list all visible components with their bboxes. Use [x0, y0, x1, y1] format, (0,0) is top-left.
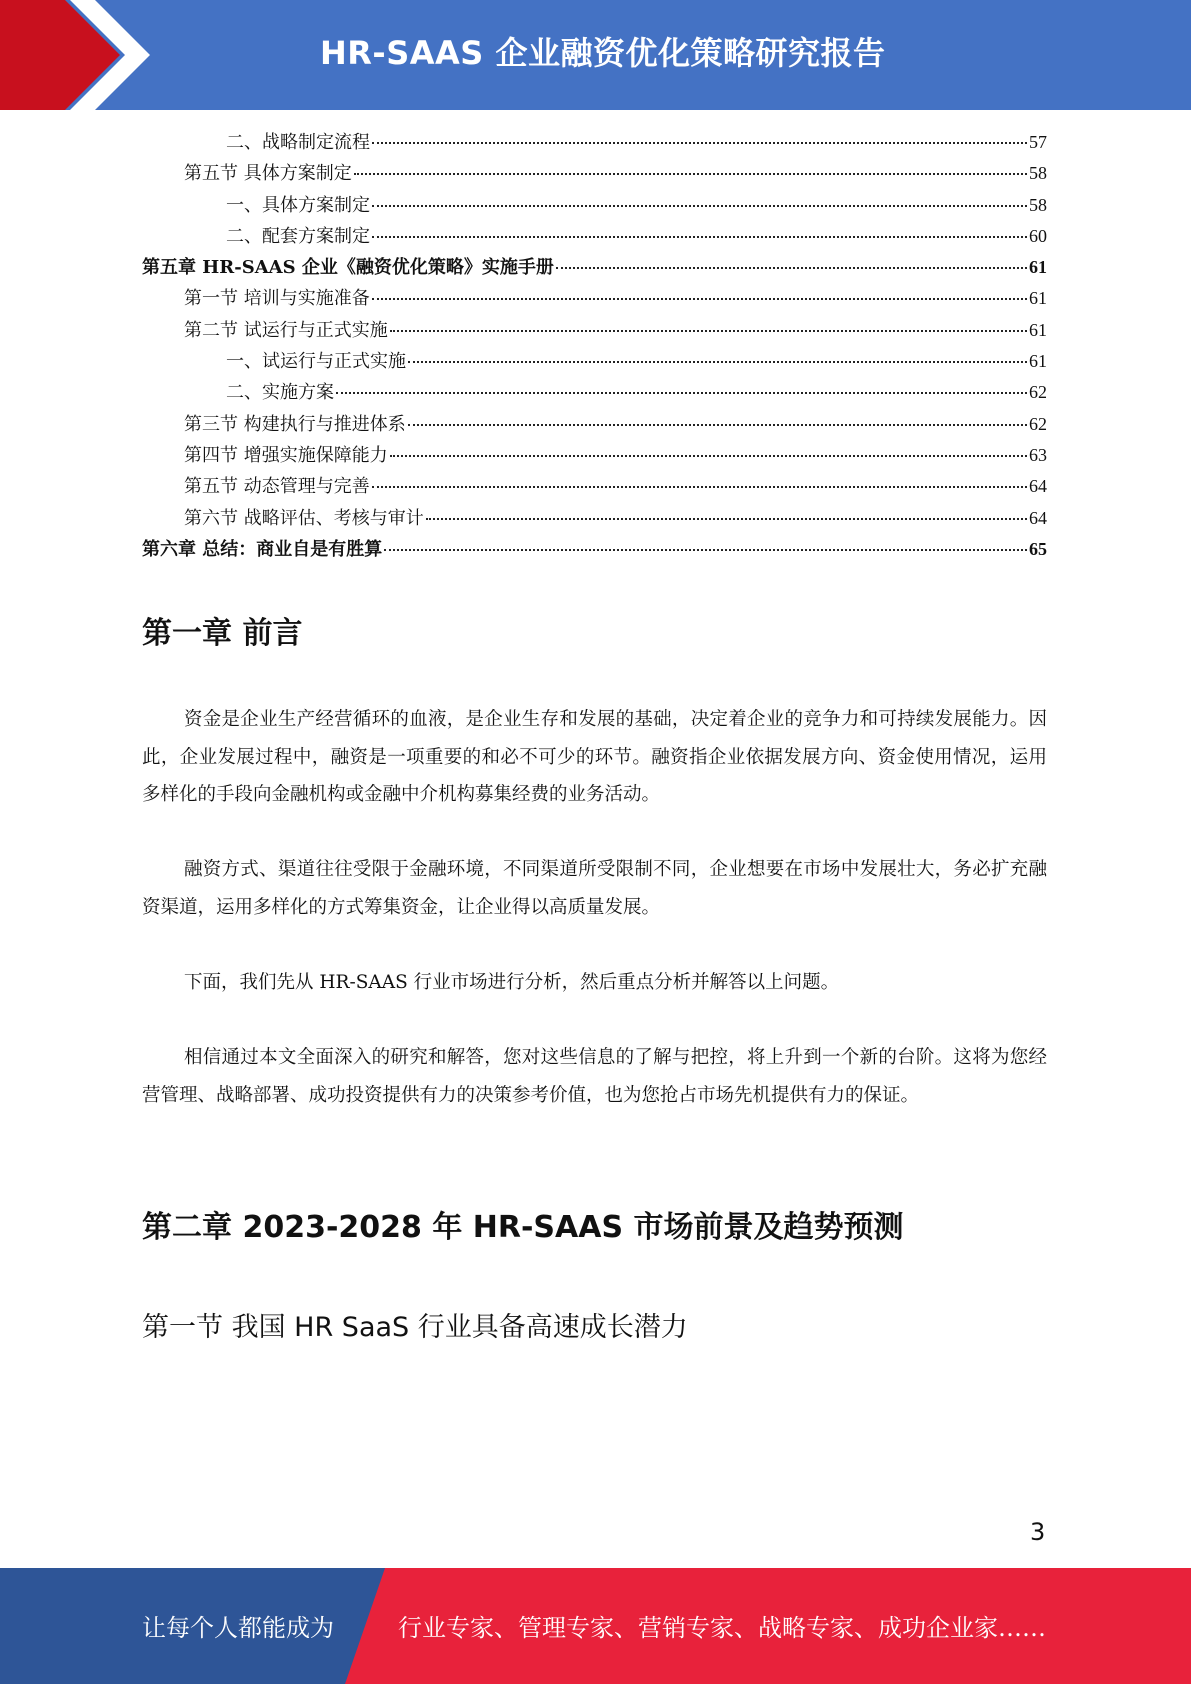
toc-entry-page: 62	[1029, 413, 1047, 434]
toc-entry-title: 第五节 具体方案制定	[184, 163, 352, 185]
toc-entry-page: 57	[1029, 132, 1047, 152]
toc-entry[interactable]	[142, 128, 1047, 159]
toc-entry[interactable]	[142, 284, 1047, 315]
footer-slogan-right: 行业专家、管理专家、营销专家、战略专家、成功企业家……	[398, 1614, 1046, 1642]
toc-leader-dots	[408, 361, 1027, 363]
toc-leader-dots	[390, 330, 1027, 332]
paragraph: 资金是企业生产经营循环的血液，是企业生存和发展的基础，决定着企业的竞争力和可持续发展能力。因此，企业发展过程中，融资是一项重要的和必不可少的环节。融资指企业依据发展方向、资金使用情况，运用多样化的手段向金融机构或金融中介机构募集经费的业务活动。	[142, 709, 1047, 805]
document-title: HR-SAAS 企业融资优化策略研究报告	[320, 34, 886, 72]
paragraph: 相信通过本文全面深入的研究和解答，您对这些信息的了解与把控，将上升到一个新的台阶。这将为您经营管理、战略部署、成功投资提供有力的决策参考价值，也为您抢占市场先机提供有力的保证。	[142, 1047, 1047, 1106]
toc-entry-title: 第五节 动态管理与完善	[184, 476, 370, 498]
toc-entry-title: 第三节 构建执行与推进体系	[184, 413, 406, 435]
toc-leader-dots	[372, 205, 1027, 207]
toc-entry[interactable]	[142, 191, 1047, 222]
toc-entry[interactable]	[142, 472, 1047, 503]
toc-leader-dots	[556, 267, 1027, 269]
footer-slogan-left: 让每个人都能成为	[142, 1614, 334, 1642]
toc-entry-title: 第一节 培训与实施准备	[184, 288, 370, 310]
toc-leader-dots	[354, 173, 1027, 175]
page-footer	[0, 1568, 1191, 1684]
toc-entry-title: 第二节 试运行与正式实施	[184, 319, 388, 341]
toc-entry-page: 64	[1029, 476, 1047, 497]
toc-entry[interactable]	[142, 504, 1047, 535]
toc-leader-dots	[408, 424, 1027, 426]
section-heading: 第一节 我国 HR SaaS 行业具备高速成长潜力	[142, 1312, 688, 1343]
toc-entry-page: 58	[1029, 163, 1047, 184]
toc-entry-title: 第五章 HR-SAAS 企业《融资优化策略》实施手册	[142, 257, 554, 279]
toc-entry[interactable]	[142, 410, 1047, 441]
page-number: 3	[1030, 1518, 1046, 1546]
toc-entry-page: 61	[1029, 319, 1047, 340]
toc-leader-dots	[372, 142, 1027, 144]
toc-leader-dots	[384, 549, 1027, 551]
toc-entry[interactable]	[142, 316, 1047, 347]
toc-entry[interactable]	[142, 222, 1047, 253]
toc-entry-page: 62	[1029, 382, 1047, 403]
toc-entry-page: 64	[1029, 507, 1047, 528]
page-header	[0, 0, 1191, 110]
toc-entry-page: 65	[1029, 538, 1047, 559]
toc-entry-page: 61	[1029, 351, 1047, 372]
toc-leader-dots	[426, 518, 1027, 520]
toc-entry-page: 63	[1029, 444, 1047, 465]
toc-entry[interactable]	[142, 347, 1047, 378]
toc-entry-title: 二、配套方案制定	[226, 225, 370, 247]
toc-entry[interactable]	[142, 378, 1047, 409]
toc-leader-dots	[336, 392, 1027, 394]
toc-entry-title: 二、实施方案	[226, 382, 334, 404]
paragraph: 下面，我们先从 HR-SAAS 行业市场进行分析，然后重点分析并解答以上问题。	[184, 972, 840, 993]
toc-entry[interactable]	[142, 159, 1047, 190]
toc-entry[interactable]	[142, 441, 1047, 472]
toc-entry-page: 58	[1029, 194, 1047, 215]
toc-entry-page: 61	[1029, 257, 1047, 278]
toc-entry-title: 二、战略制定流程	[226, 132, 370, 153]
toc-leader-dots	[390, 455, 1027, 457]
paragraph: 融资方式、渠道往往受限于金融环境，不同渠道所受限制不同，企业想要在市场中发展壮大，务必扩充融资渠道，运用多样化的方式筹集资金，让企业得以高质量发展。	[142, 859, 1047, 918]
table-of-contents	[142, 128, 1047, 566]
toc-leader-dots	[372, 486, 1027, 488]
toc-entry-page: 61	[1029, 288, 1047, 309]
chapter-heading-market-forecast: 第二章 2023-2028 年 HR-SAAS 市场前景及趋势预测	[142, 1210, 904, 1245]
toc-entry-title: 第六章 总结：商业自是有胜算	[142, 538, 383, 560]
toc-leader-dots	[372, 298, 1027, 300]
toc-leader-dots	[372, 236, 1027, 238]
toc-entry-title: 第四节 增强实施保障能力	[184, 444, 388, 466]
toc-entry-title: 第六节 战略评估、考核与审计	[184, 507, 424, 529]
toc-entry[interactable]	[142, 535, 1047, 566]
toc-entry-page: 60	[1029, 225, 1047, 246]
toc-entry[interactable]	[142, 253, 1047, 284]
toc-entry-title: 一、试运行与正式实施	[226, 351, 406, 373]
chapter-heading-preface: 第一章 前言	[142, 616, 303, 651]
toc-entry-title: 一、具体方案制定	[226, 194, 370, 216]
